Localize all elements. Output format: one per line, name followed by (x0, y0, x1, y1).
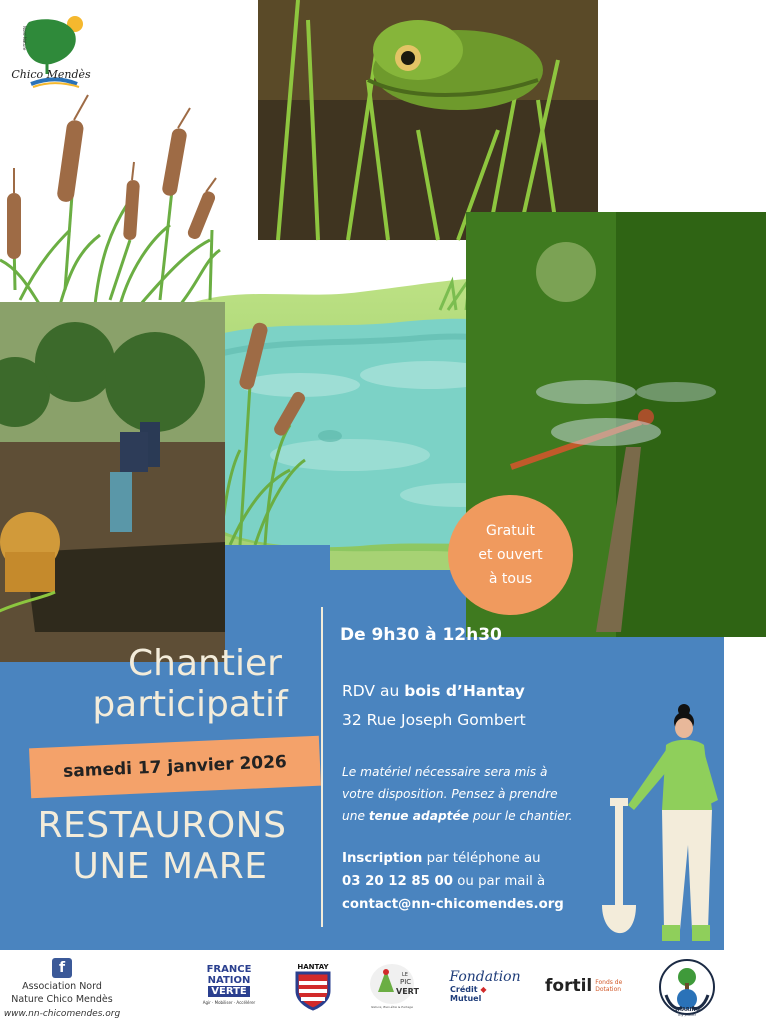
fondation-label: Fondation (449, 969, 521, 985)
pic-line-1: LE (402, 972, 408, 978)
title-line-2: participatif (92, 684, 288, 725)
inscription-label: Inscription (342, 851, 423, 866)
hantay-shield-icon (295, 971, 331, 1011)
share-line-1: SHARING (674, 1007, 700, 1013)
vertical-divider (321, 607, 323, 927)
mutuel-label: Mutuel (450, 994, 482, 1003)
contact-email[interactable]: contact@nn-chicomendes.org (342, 897, 564, 912)
schedule: De 9h30 à 12h30 (340, 625, 502, 645)
outfit-emphasis: tenue adaptée (368, 809, 470, 823)
material-line-1: Le matériel nécessaire sera mis à (342, 765, 548, 779)
badge-line-3: à tous (488, 571, 533, 587)
fnv-line-3: VERTE (208, 986, 249, 997)
association-line-1: Association Nord (22, 981, 102, 992)
subtitle-line-1: RESTAURONS (37, 805, 287, 846)
fondation-credit-mutuel-logo: Fondation Crédit ◆ Mutuel (449, 969, 521, 1003)
volunteers-photo (0, 302, 225, 662)
rdv-place: bois d’Hantay (404, 682, 525, 700)
fnv-line-1: FRANCE (206, 964, 252, 975)
fortil-name: fortil (545, 976, 593, 996)
sharing-my-planet-logo (658, 955, 716, 1019)
hantay-crest (293, 962, 333, 1012)
phone-suffix: ou par mail à (453, 874, 546, 889)
hantay-label: HANTAY (297, 963, 329, 971)
meeting-place (342, 682, 525, 700)
title-line-1: Chantier (128, 643, 282, 684)
badge-line-2: et ouvert (478, 547, 543, 563)
frog-photo (258, 0, 598, 240)
facebook-icon[interactable]: f (52, 958, 72, 978)
material-line-3c: pour le chantier. (469, 809, 573, 823)
inscription-line (342, 847, 541, 870)
credit-label: Crédit (450, 985, 478, 994)
pic-line-2: PIC (400, 978, 412, 986)
volunteer-illustration (600, 700, 724, 950)
rdv-prefix: RDV au (342, 682, 405, 700)
fortil-tag-2: Dotation (595, 986, 622, 993)
material-line-3 (342, 805, 612, 827)
material-line-2: votre disposition. Pensez à prendre (342, 787, 558, 801)
fnv-line-2: NATION (207, 975, 251, 986)
website-link[interactable]: www.nn-chicomendes.org (3, 1009, 121, 1019)
logo-name: Chico Mendès (11, 68, 91, 81)
subtitle-line-2: UNE MARE (72, 846, 268, 887)
inscription-text: par téléphone au (422, 851, 541, 866)
share-line-2: my planet (678, 1013, 696, 1017)
logo-small-text: Nord Nature (22, 26, 27, 51)
chico-mendes-logo (11, 14, 91, 90)
association-line-2: Nature Chico Mendès (11, 994, 113, 1005)
phone-number[interactable]: 03 20 12 85 00 (342, 874, 454, 889)
phone-line (342, 870, 545, 893)
france-nation-verte-logo (200, 964, 258, 1008)
pic-line-3: VERT (396, 987, 419, 996)
fnv-tagline: Agir · Mobiliser · Accélérer (202, 1000, 256, 1005)
free-badge (448, 495, 573, 615)
fortil-logo (545, 970, 629, 1002)
address: 32 Rue Joseph Gombert (342, 711, 526, 729)
badge-line-1: Gratuit (486, 523, 535, 539)
pic-tagline: Nature, Bien-être & Partage (371, 1005, 413, 1009)
event-date: samedi 17 janvier 2026 (62, 752, 288, 782)
material-line-3a: une (342, 809, 369, 823)
fortil-tag-1: Fonds de (595, 979, 623, 986)
le-pic-vert-logo (366, 962, 418, 1012)
